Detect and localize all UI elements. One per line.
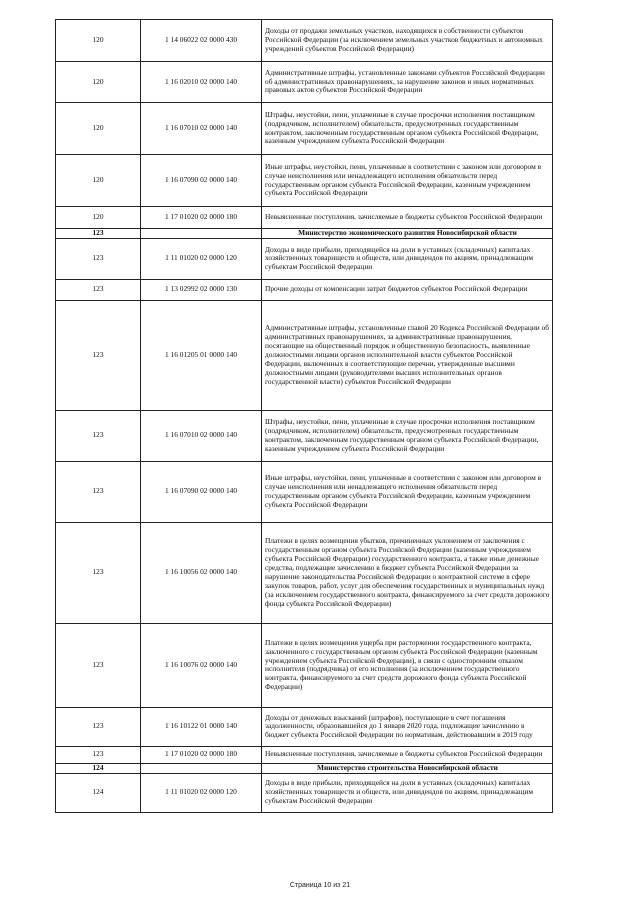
budget-classification-code-cell: 1 11 01020 02 0000 120 xyxy=(141,238,262,279)
budget-classification-code-cell: 1 17 01020 02 0000 180 xyxy=(141,746,262,763)
table-row xyxy=(56,522,553,623)
budget-classification-code-cell: 1 16 10056 02 0000 140 xyxy=(141,522,262,623)
table-row xyxy=(56,746,553,763)
budget-classification-code-cell: 1 16 07010 02 0000 140 xyxy=(141,410,262,461)
admin-code-cell: 120 xyxy=(56,20,141,62)
table-row xyxy=(56,623,553,707)
budget-classification-code-cell: 1 16 01205 01 0000 140 xyxy=(141,300,262,410)
revenue-description-cell: Административные штрафы, установленные законами субъектов Российской Федерации об административных правонарушениях, за нарушение законов и иных нормативных правовых актов субъектов Российской Федерации xyxy=(262,62,553,103)
budget-classification-code-cell: 1 16 07010 02 0000 140 xyxy=(141,103,262,155)
admin-code-cell: 123 xyxy=(56,746,141,763)
revenue-description-cell: Штрафы, неустойки, пени, уплаченные в случае просрочки исполнения поставщиком (подрядчиком, исполнителем) обязательств, предусмотренных государственным контрактом, заключенным государственным органом субъекта Российской Федерации, казенным учреждением субъекта Российской Федерации xyxy=(262,103,553,155)
table-row xyxy=(56,773,553,812)
admin-code-cell: 123 xyxy=(56,300,141,410)
budget-classification-code-cell: 1 17 01020 02 0000 180 xyxy=(141,207,262,229)
admin-code-cell: 124 xyxy=(56,763,141,773)
revenue-description-cell: Платежи в целях возмещения убытков, причиненных уклонением от заключения с государственным органом субъекта Российской Федерации (казенным учреждением субъекта Российской Федерации) государственного контракта, а также иные денежные средства, подлежащие зачислению в бюджет субъекта Российской Федерации за нарушение законодательства Российской Федерации о контрактной системе в сфере закупок товаров, работ, услуг для обеспечения государственных и муниципальных нужд (за исключением государственного контракта, финансируемого за счет средств дорожного фонда субъекта Российской Федерации) xyxy=(262,522,553,623)
budget-classification-code-cell: 1 13 02992 02 0000 130 xyxy=(141,279,262,300)
revenue-description-cell: Штрафы, неустойки, пени, уплаченные в случае просрочки исполнения поставщиком (подрядчиком, исполнителем) обязательств, предусмотренных государственным контрактом, заключенным государственным органом субъекта Российской Федерации, казенным учреждением субъекта Российской Федерации xyxy=(262,410,553,461)
table-row xyxy=(56,20,553,62)
admin-code-cell: 123 xyxy=(56,707,141,746)
section-title-cell: Министерство строительства Новосибирской области xyxy=(262,763,553,773)
table-row xyxy=(56,300,553,410)
table-row xyxy=(56,103,553,155)
admin-code-cell: 120 xyxy=(56,62,141,103)
table-row xyxy=(56,62,553,103)
table-row xyxy=(56,238,553,279)
admin-code-cell: 123 xyxy=(56,238,141,279)
admin-code-cell: 124 xyxy=(56,773,141,812)
table-section-header-row xyxy=(56,763,553,773)
revenue-description-cell: Доходы в виде прибыли, приходящейся на доли в уставных (складочных) капиталах хозяйственных товариществ и обществ, или дивидендов по акциям, принадлежащим субъектам Российской Федерации xyxy=(262,773,553,812)
revenue-description-cell: Доходы от денежных взысканий (штрафов), поступающие в счет погашения задолженности, образовавшейся до 1 января 2020 года, подлежащие зачислению в бюджет субъекта Российской Федерации по нормативам, действовавшим в 2019 году xyxy=(262,707,553,746)
revenue-description-cell: Доходы от продажи земельных участков, находящихся в собственности субъектов Российской Федерации (за исключением земельных участков бюджетных и автономных учреждений субъектов Российской Федерации) xyxy=(262,20,553,62)
table-row xyxy=(56,207,553,229)
table-body xyxy=(56,20,553,813)
table-row xyxy=(56,410,553,461)
budget-classification-code-cell xyxy=(141,763,262,773)
admin-code-cell: 123 xyxy=(56,279,141,300)
budget-classification-code-cell: 1 11 01020 02 0000 120 xyxy=(141,773,262,812)
revenue-description-cell: Доходы в виде прибыли, приходящейся на доли в уставных (складочных) капиталах хозяйственных товариществ и обществ, или дивидендов по акциям, принадлежащим субъектам Российской Федерации xyxy=(262,238,553,279)
admin-code-cell: 120 xyxy=(56,103,141,155)
revenue-description-cell: Иные штрафы, неустойки, пени, уплаченные в соответствии с законом или договором в случае неисполнения или ненадлежащего исполнения обязательств перед государственным органом субъекта Российской Федерации, казенным учреждением субъекта Российской Федерации xyxy=(262,461,553,522)
section-title-cell: Министерство экономического развития Новосибирской области xyxy=(262,229,553,239)
table-row xyxy=(56,461,553,522)
budget-classification-code-cell: 1 16 10076 02 0000 140 xyxy=(141,623,262,707)
budget-classification-code-cell: 1 16 10122 01 0000 140 xyxy=(141,707,262,746)
admin-code-cell: 123 xyxy=(56,623,141,707)
revenue-description-cell: Иные штрафы, неустойки, пени, уплаченные в соответствии с законом или договором в случае неисполнения или ненадлежащего исполнения обязательств перед государственным органом субъекта Российской Федерации, казенным учреждением субъекта Российской Федерации xyxy=(262,155,553,207)
table-row xyxy=(56,279,553,300)
budget-classification-code-cell xyxy=(141,229,262,239)
revenue-description-cell: Невыясненные поступления, зачисляемые в бюджеты субъектов Российской Федерации xyxy=(262,746,553,763)
admin-code-cell: 123 xyxy=(56,522,141,623)
page-number: Страница 10 из 21 xyxy=(289,882,351,889)
budget-classification-code-cell: 1 16 02010 02 0000 140 xyxy=(141,62,262,103)
table-section-header-row xyxy=(56,229,553,239)
budget-classification-code-cell: 1 14 06022 02 0000 430 xyxy=(141,20,262,62)
budget-classification-code-cell: 1 16 07090 02 0000 140 xyxy=(141,155,262,207)
revenue-description-cell: Платежи в целях возмещения ущерба при расторжении государственного контракта, заключенного с государственным органом субъекта Российской Федерации (казенным учреждением субъекта Российской Федерации), в связи с односторонним отказом исполнителя (подрядчика) от его исполнения (за исключением государственного контракта, финансируемого за счет средств дорожного фонда субъекта Российской Федерации) xyxy=(262,623,553,707)
revenue-description-cell: Административные штрафы, установленные главой 20 Кодекса Российской Федерации об административных правонарушениях, за административные правонарушения, посягающие на общественный порядок и общественную безопасность, выявленные должностными лицами органов исполнительной власти субъектов Российской Федерации, включенных в соответствующие перечни, утвержденные высшими должностными лицами (руководителями высших исполнительных органов государственной власти) субъектов Российской Федерации xyxy=(262,300,553,410)
admin-code-cell: 123 xyxy=(56,229,141,239)
admin-code-cell: 123 xyxy=(56,461,141,522)
revenue-description-cell: Невыясненные поступления, зачисляемые в бюджеты субъектов Российской Федерации xyxy=(262,207,553,229)
table-row xyxy=(56,155,553,207)
revenue-codes-table xyxy=(55,19,553,813)
table-row xyxy=(56,707,553,746)
budget-classification-code-cell: 1 16 07090 02 0000 140 xyxy=(141,461,262,522)
admin-code-cell: 123 xyxy=(56,410,141,461)
revenue-description-cell: Прочие доходы от компенсации затрат бюджетов субъектов Российской Федерации xyxy=(262,279,553,300)
admin-code-cell: 120 xyxy=(56,207,141,229)
admin-code-cell: 120 xyxy=(56,155,141,207)
